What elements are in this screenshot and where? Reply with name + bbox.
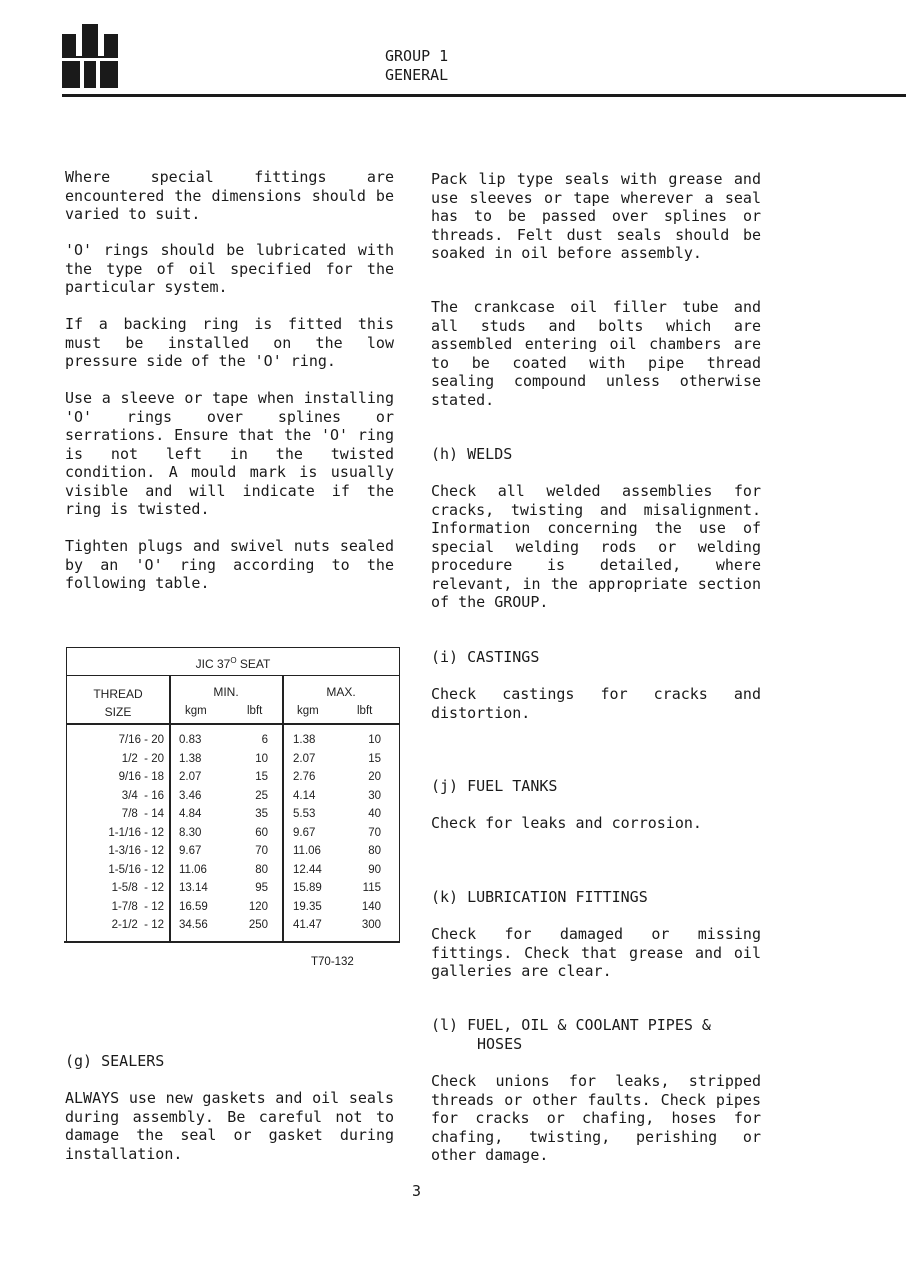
table-body [67, 675, 399, 942]
max-lbft-cell: 40 [368, 808, 381, 820]
welds-heading: (h) WELDS [431, 445, 513, 463]
thread-size-cell: 1/2 - 20 [121, 752, 164, 765]
max-kgm-cell: 2.76 [293, 771, 316, 783]
pipes-heading: (l) FUEL, OIL & COOLANT PIPES & HOSES [431, 1016, 711, 1053]
max-kgm-cell: 9.67 [293, 826, 316, 839]
thread-size-cell: 1-5/16 - 12 [108, 863, 164, 876]
lubrication-heading: (k) LUBRICATION FITTINGS [431, 888, 648, 906]
thread-size-cell: 1-5/8 - 12 [111, 882, 164, 894]
min-lbft-cell: 25 [255, 789, 268, 802]
max-lbft-cell: 30 [368, 789, 381, 802]
welds-text: Check all welded assemblies for cracks, twisting and misalignment. Information concerning the use of special welding rods or welding procedure is detailed, where relevant, in the appropriate section of the GROUP. [431, 482, 761, 611]
min-kgm-cell: 13.14 [179, 882, 208, 894]
min-lbft-cell: 120 [248, 900, 268, 913]
min-lbft-cell: 80 [255, 863, 268, 876]
torque-table [66, 647, 400, 941]
table-header-rule [67, 723, 399, 725]
thread-size-cell: 3/4 - 16 [121, 789, 164, 802]
thread-size-cell: 7/8 - 14 [121, 808, 164, 820]
min-lbft-cell: 10 [255, 752, 268, 765]
max-lbft-cell: 70 [368, 826, 381, 839]
left-para-2: 'O' rings should be lubricated with the type of oil specified for the particular system. [65, 241, 394, 296]
min-lbft-cell: 250 [248, 919, 268, 931]
max-kgm-cell: 2.07 [293, 752, 316, 765]
min-kgm-cell: 16.59 [179, 900, 208, 913]
thread-size-cell: 2-1/2 - 12 [111, 919, 164, 931]
max-lbft-cell: 140 [361, 900, 381, 913]
min-lbft-cell: 70 [255, 845, 268, 857]
right-para-2: The crankcase oil filler tube and all studs and bolts which are assembled entering oil chambers are to be coated with pipe thread sealing compound unless otherwise stated. [431, 298, 761, 409]
pipes-text: Check unions for leaks, stripped threads or other faults. Check pipes for cracks or chafing, hoses for chafing, twisting, perishing or other damage. [431, 1072, 761, 1164]
group-header [385, 47, 448, 85]
min-kgm-cell: 3.46 [179, 789, 202, 802]
min-kgm-cell: 0.83 [179, 734, 202, 746]
table-divider [282, 676, 284, 942]
left-para-5: Tighten plugs and swivel nuts sealed by an 'O' ring according to the following table. [65, 537, 394, 592]
table-title: JIC $37^O$ SEAT [195, 656, 271, 671]
thread-size-cell: 1-3/16 - 12 [108, 845, 164, 857]
left-para-3: If a backing ring is fitted this must be installed on the low pressure side of the 'O' ring. [65, 315, 394, 370]
max-lbft-cell: 80 [368, 845, 381, 857]
page-number: 3 [412, 1182, 422, 1200]
fuel-tanks-text: Check for leaks and corrosion. [431, 814, 702, 832]
castings-text: Check castings for cracks and distortion. [431, 685, 761, 722]
min-kgm-cell: 1.38 [179, 752, 202, 765]
max-lbft-cell: 115 [362, 882, 381, 894]
castings-heading: (i) CASTINGS [431, 648, 540, 666]
min-lbft-unit: lbft [247, 705, 263, 717]
left-para-4: Use a sleeve or tape when installing 'O' rings over splines or serrations. Ensure that the 'O' ring is not left in the twisted condition. A mould mark is usually visible and will indicate if the ring is twisted. [65, 389, 394, 518]
min-kgm-cell: 4.84 [179, 808, 202, 820]
max-kgm-cell: 1.38 [293, 734, 316, 746]
max-lbft-cell: 20 [368, 771, 381, 783]
thread-size-cell: 1-1/16 - 12 [108, 826, 164, 839]
min-lbft-cell: 6 [261, 734, 268, 746]
min-kgm-cell: 8.30 [179, 826, 202, 839]
min-kgm-cell: 2.07 [179, 771, 202, 783]
max-lbft-unit: lbft [357, 705, 373, 717]
min-kgm-unit: kgm [185, 705, 207, 717]
sealers-text: ALWAYS use new gaskets and oil seals during assembly. Be careful not to damage the seal or gasket during installation. [65, 1089, 394, 1163]
min-lbft-cell: 95 [255, 882, 268, 894]
max-kgm-cell: 4.14 [293, 789, 316, 802]
min-lbft-cell: 35 [255, 808, 268, 820]
header-rule [62, 94, 906, 97]
thread-size-cell: 1-7/8 - 12 [111, 900, 164, 913]
max-lbft-cell: 10 [368, 734, 381, 746]
table-caption: T70-132 [311, 956, 354, 968]
group-section: GENERAL [385, 66, 449, 84]
table-divider [169, 676, 171, 942]
max-lbft-cell: 90 [368, 863, 381, 876]
group-title: GROUP 1 [385, 47, 449, 65]
min-kgm-cell: 34.56 [179, 919, 208, 931]
max-kgm-cell: 11.06 [293, 845, 321, 857]
max-lbft-cell: 15 [368, 752, 381, 765]
left-para-1: Where special fittings are encountered the dimensions should be varied to suit. [65, 168, 394, 223]
max-kgm-unit: kgm [297, 705, 319, 717]
thread-size-cell: 7/16 - 20 [118, 734, 164, 746]
min-kgm-cell: 9.67 [179, 845, 202, 857]
min-lbft-cell: 15 [255, 771, 268, 783]
thread-size-cell: 9/16 - 18 [118, 771, 164, 783]
ih-logo [62, 24, 118, 88]
col-max-header: MAX. [326, 685, 356, 699]
fuel-tanks-heading: (j) FUEL TANKS [431, 777, 558, 795]
max-kgm-cell: 15.89 [293, 882, 322, 894]
max-kgm-cell: 12.44 [293, 863, 322, 876]
max-lbft-cell: 300 [361, 919, 381, 931]
right-para-1: Pack lip type seals with grease and use sleeves or tape wherever a seal has to be passed over splines or threads. Felt dust seals should be soaked in oil before assembly. [431, 170, 761, 262]
sealers-heading: (g) SEALERS [65, 1052, 165, 1070]
table-bottom-rule [64, 941, 400, 943]
col-thread-header-1: THREAD [93, 687, 143, 701]
min-lbft-cell: 60 [255, 826, 268, 839]
max-kgm-cell: 41.47 [293, 919, 322, 931]
min-kgm-cell: 11.06 [179, 863, 207, 876]
lubrication-text: Check for damaged or missing fittings. Check that grease and oil galleries are clear. [431, 925, 761, 980]
col-thread-header-2: SIZE [104, 705, 132, 719]
col-min-header: MIN. [213, 685, 239, 699]
max-kgm-cell: 5.53 [293, 808, 316, 820]
max-kgm-cell: 19.35 [293, 900, 322, 913]
